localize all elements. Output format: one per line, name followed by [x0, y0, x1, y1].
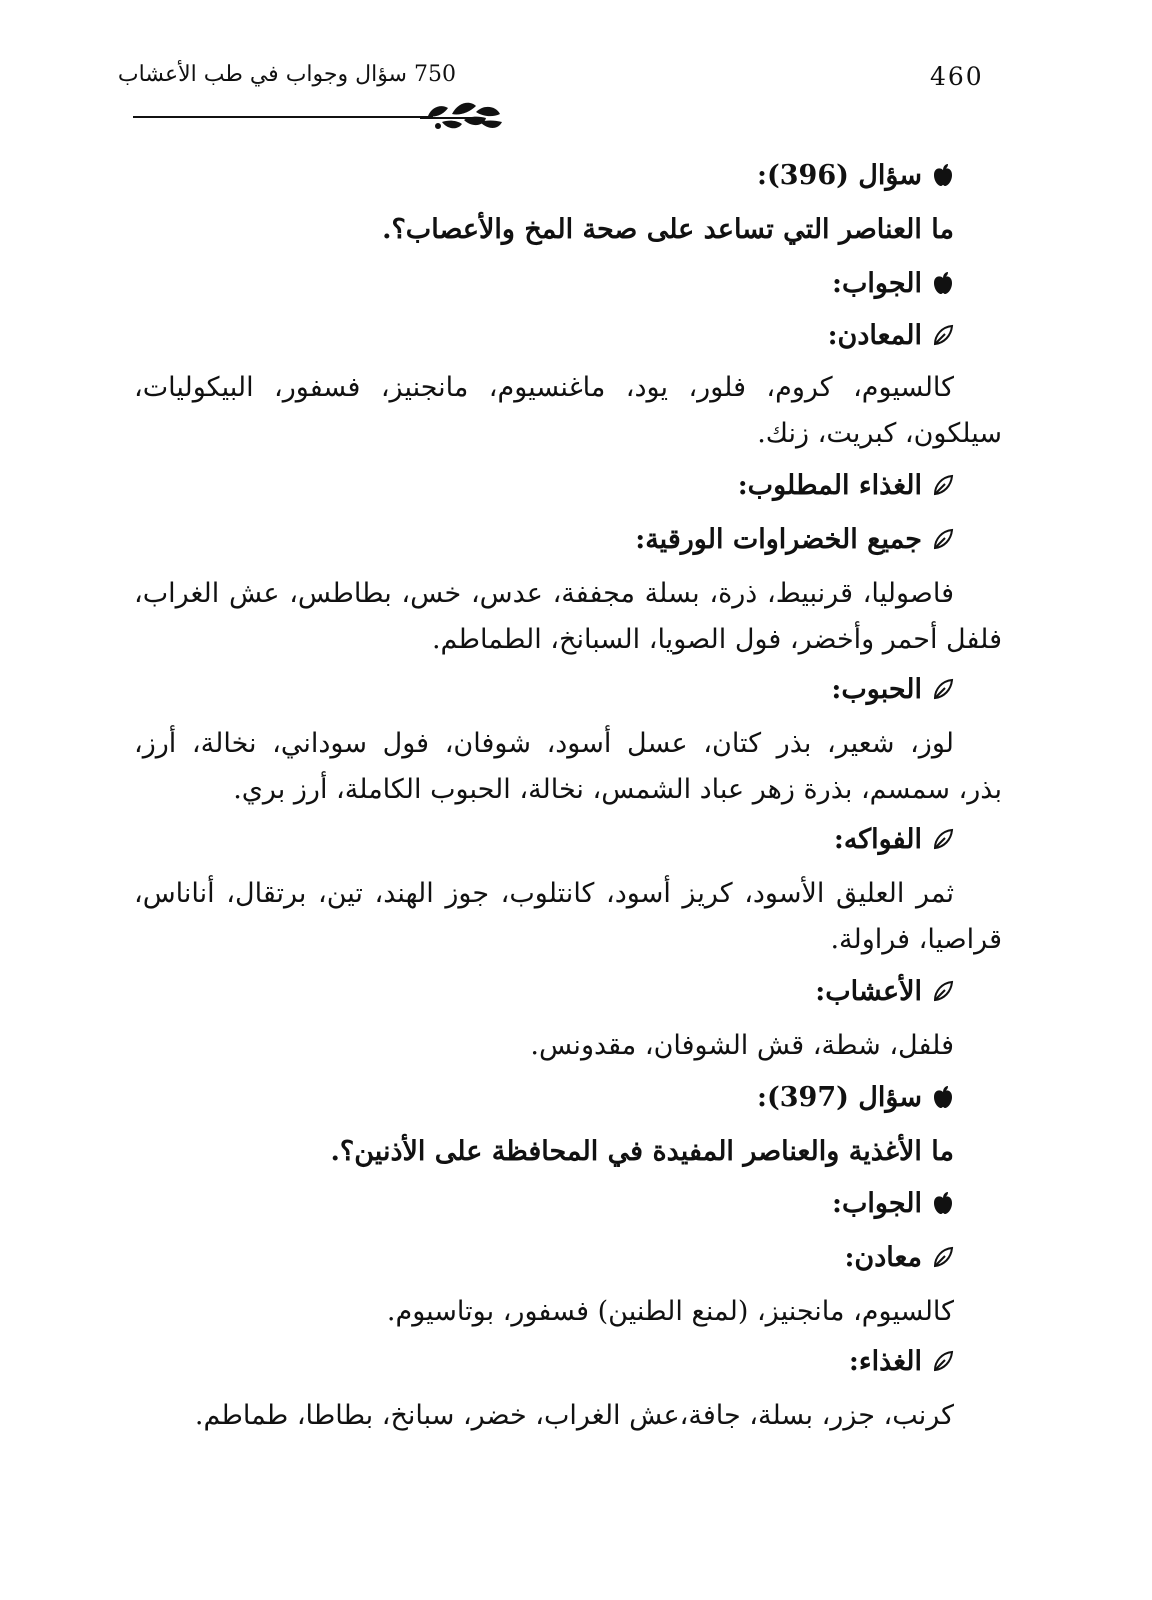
apple-icon [932, 1085, 954, 1109]
minerals2-list-line-1: كالسيوم، مانجنيز، (لمنع الطنين) فسفور، بوتاسيوم. [386, 1296, 954, 1327]
food2-heading: الغذاء: [134, 1344, 954, 1380]
leaf-ornament-icon [418, 96, 504, 138]
fruits-list-line-2: قراصيا، فراولة. [830, 924, 1002, 955]
question-396-heading: سؤال (396): [134, 158, 954, 194]
leaf-bullet-icon [932, 979, 954, 1003]
grains-list-line-1: لوز، شعير، بذر كتان، عسل أسود، شوفان، فول سوداني، نخالة، أرز، [134, 728, 954, 759]
question-396-text: ما العناصر التي تساعد على صحة المخ والأعصاب؟. [382, 214, 954, 245]
fruits-list-line-1: ثمر العليق الأسود، كريز أسود، كانتلوب، جوز الهند، تين، برتقال، أناناس، [134, 878, 954, 909]
apple-icon [932, 163, 954, 187]
book-title: 750 سؤال وجواب في طب الأعشاب [117, 62, 456, 87]
greens-heading: جميع الخضراوات الورقية: [134, 522, 954, 558]
leaf-bullet-icon [932, 527, 954, 551]
question-397-heading: سؤال (397): [134, 1080, 954, 1116]
food-heading: الغذاء المطلوب: [134, 468, 954, 504]
greens-list-line-1: فاصوليا، قرنبيط، ذرة، بسلة مجففة، عدس، خس، بطاطس، عش الغراب، [134, 578, 954, 609]
herbs-list-line-1: فلفل، شطة، قش الشوفان، مقدونس. [530, 1030, 954, 1061]
leaf-bullet-icon [932, 1245, 954, 1269]
fruits-heading: الفواكه: [134, 822, 954, 858]
minerals-list-line-1: كالسيوم، كروم، فلور، يود، ماغنسيوم، مانجنيز، فسفور، البيكوليات، [134, 372, 954, 403]
grains-list-line-2: بذر، سمسم، بذرة زهر عباد الشمس، نخالة، الحبوب الكاملة، أرز بري. [233, 774, 1002, 805]
leaf-bullet-icon [932, 677, 954, 701]
header-rule [133, 116, 433, 118]
answer-heading: الجواب: [134, 1186, 954, 1222]
food2-list-line-1: كرنب، جزر، بسلة، جافة،عش الغراب، خضر، سبانخ، بطاطا، طماطم. [194, 1400, 954, 1431]
leaf-bullet-icon [932, 1349, 954, 1373]
minerals-heading: المعادن: [134, 318, 954, 354]
leaf-bullet-icon [932, 473, 954, 497]
answer-heading: الجواب: [134, 266, 954, 302]
grains-heading: الحبوب: [134, 672, 954, 708]
apple-icon [932, 271, 954, 295]
question-397-text: ما الأغذية والعناصر المفيدة في المحافظة على الأذنين؟. [330, 1136, 954, 1167]
greens-list-line-2: فلفل أحمر وأخضر، فول الصويا، السبانخ، الطماطم. [431, 624, 1002, 655]
leaf-bullet-icon [932, 827, 954, 851]
minerals2-heading: معادن: [134, 1240, 954, 1276]
page-number: 460 [930, 62, 984, 91]
herbs-heading: الأعشاب: [134, 974, 954, 1010]
minerals-list-line-2: سيلكون، كبريت، زنك. [757, 418, 1002, 449]
leaf-bullet-icon [932, 323, 954, 347]
apple-icon [932, 1191, 954, 1215]
